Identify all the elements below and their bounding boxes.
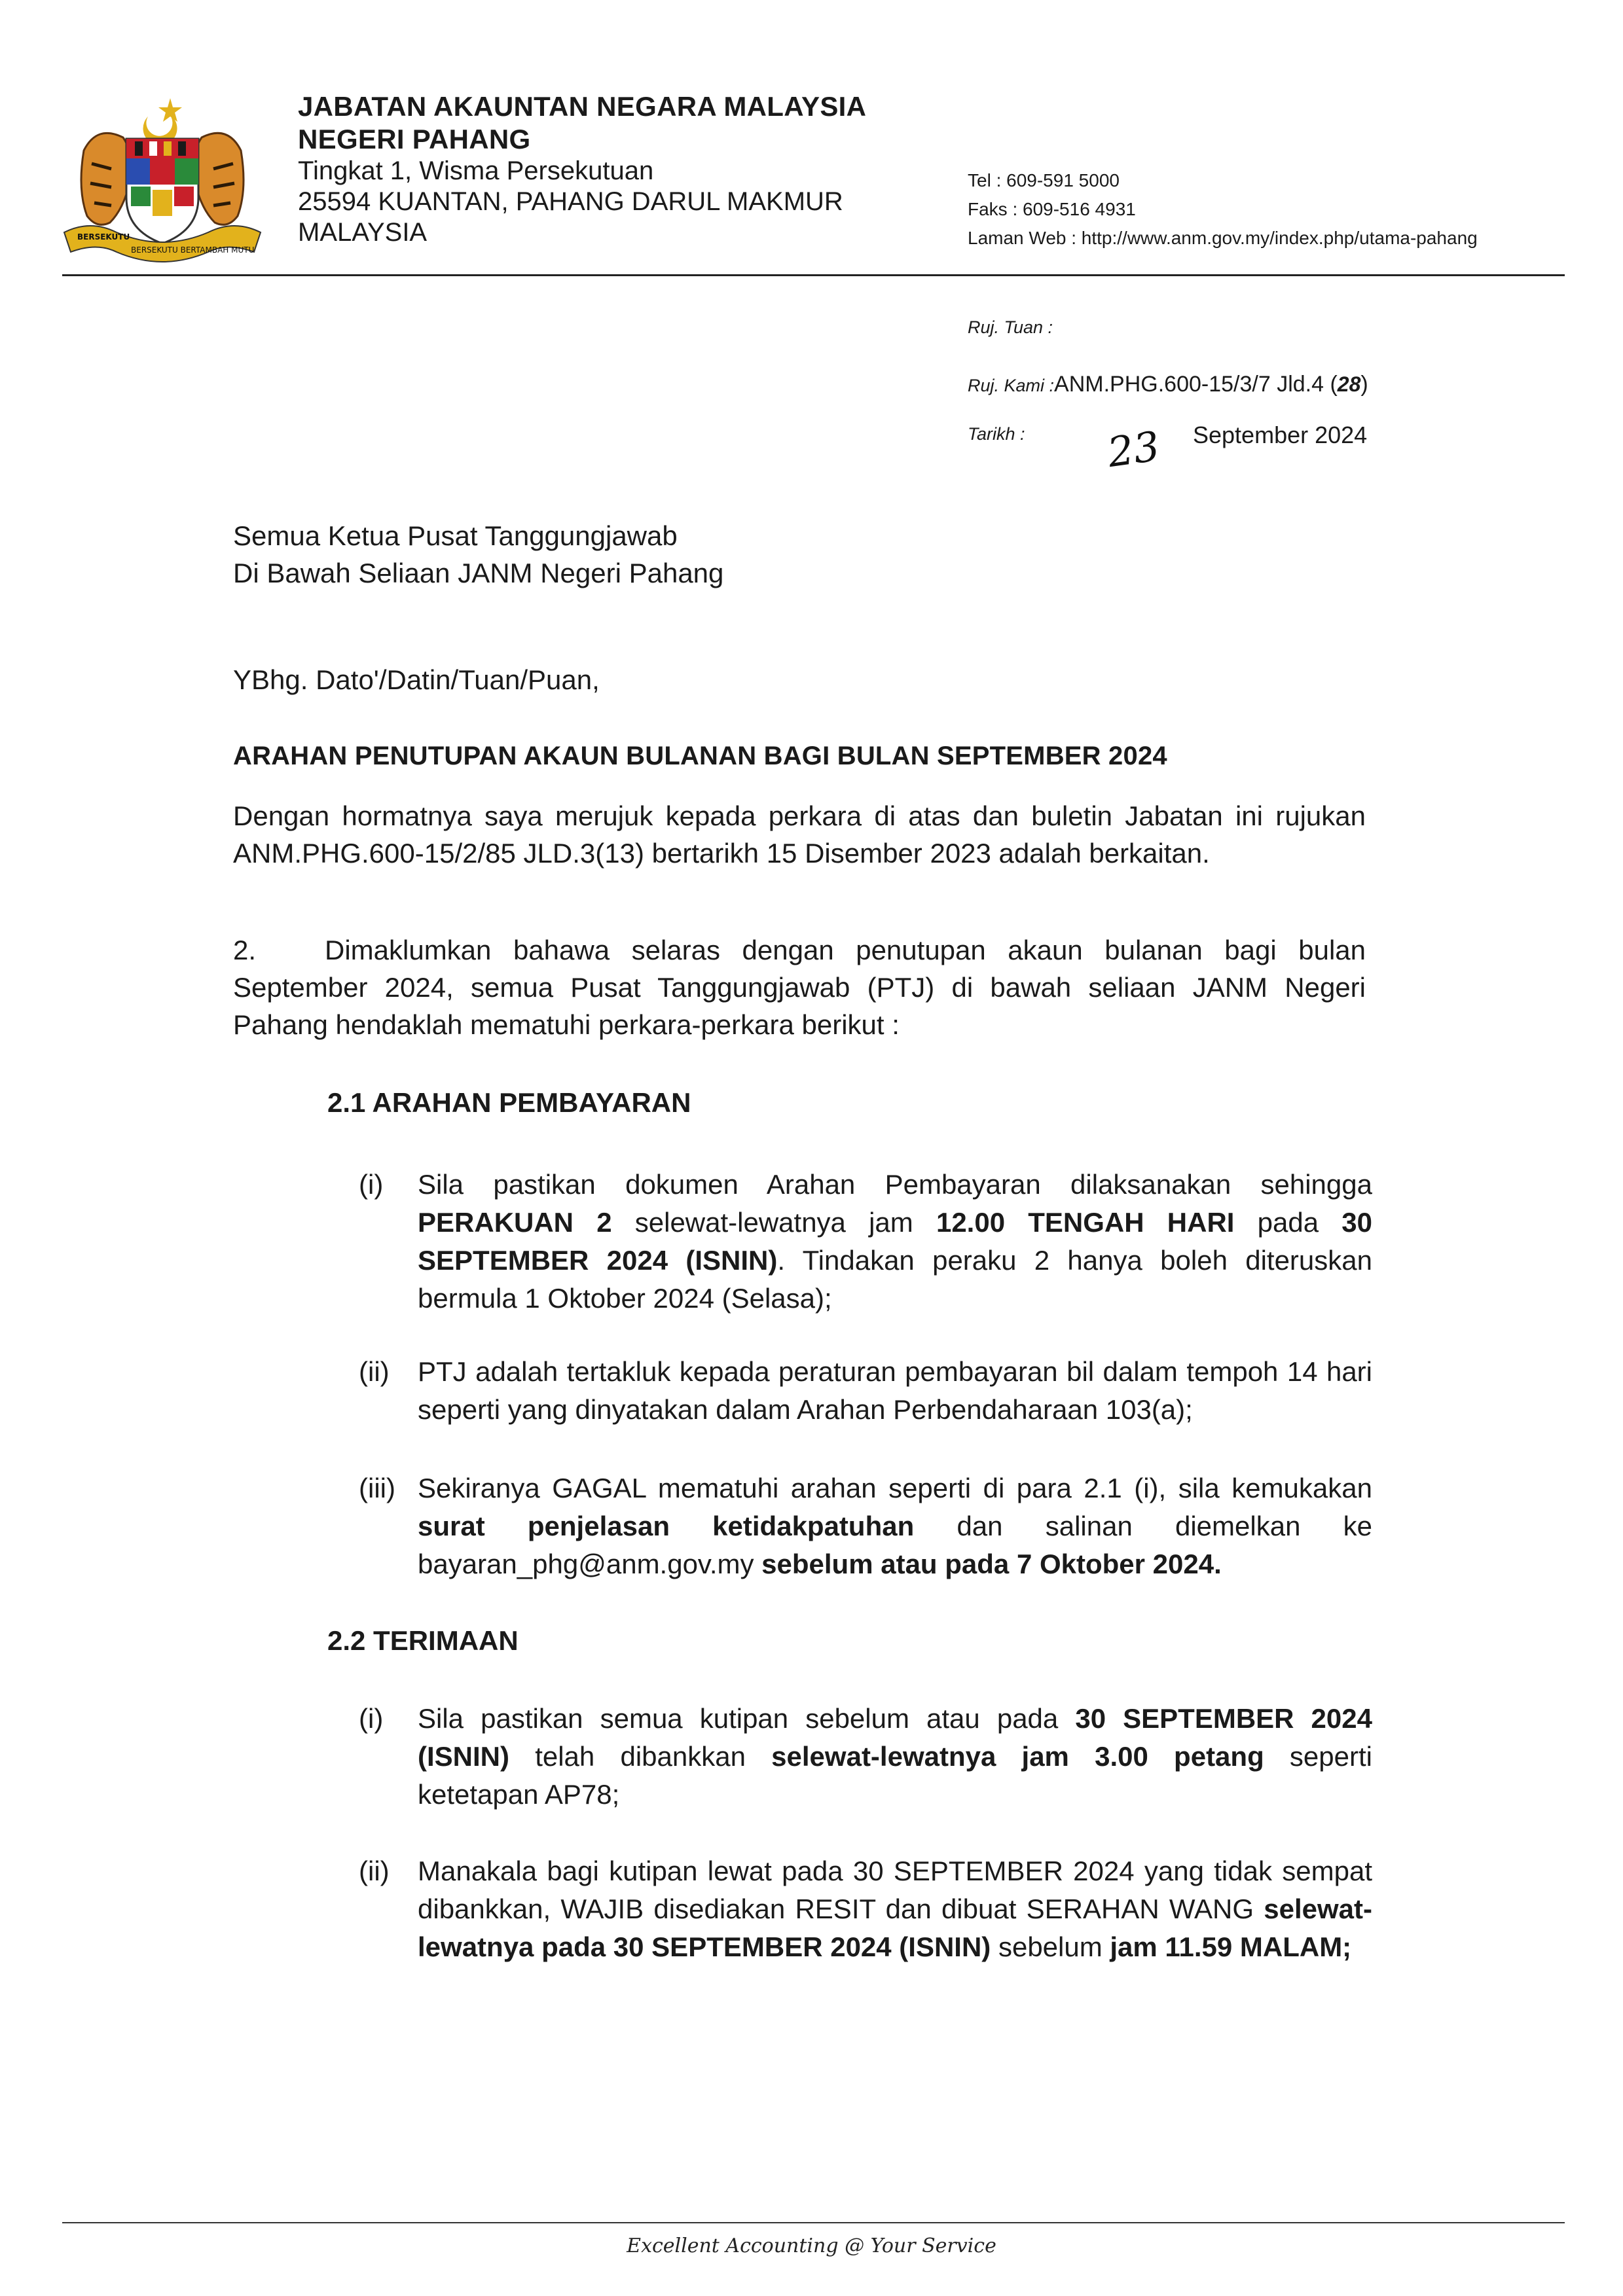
list-item-marker: (i) bbox=[359, 1703, 384, 1734]
address-line3: MALAYSIA bbox=[298, 218, 428, 247]
list-item bbox=[359, 1353, 1372, 1429]
tarikh-value: September 2024 bbox=[1193, 422, 1368, 448]
tarikh-handwritten-day: 23 bbox=[1104, 422, 1163, 477]
website-text: Laman Web : http://www.anm.gov.my/index.php/utama-pahang bbox=[968, 228, 1478, 248]
paragraph-1: Dengan hormatnya saya merujuk kepada perkara di atas dan buletin Jabatan ini rujukan ANM.PHG.600-15/2/85 JLD.3(13) bertarikh 15 Disember 2023 adalah berkaitan. bbox=[233, 800, 1366, 869]
org-name-line1: JABATAN AKAUNTAN NEGARA MALAYSIA bbox=[298, 91, 867, 122]
address-line1: Tingkat 1, Wisma Persekutuan bbox=[298, 156, 654, 185]
section-2-1-heading: 2.1 ARAHAN PEMBAYARAN bbox=[327, 1087, 691, 1118]
paragraph-2 bbox=[233, 931, 1366, 1043]
telephone-text: Tel : 609-591 5000 bbox=[968, 170, 1120, 190]
section-2-2-heading: 2.2 TERIMAAN bbox=[327, 1625, 519, 1656]
ref-kami-value: ANM.PHG.600-15/3/7 Jld.4 ( bbox=[1054, 372, 1338, 397]
crest-ribbon-left-text: BERSEKUTU bbox=[77, 232, 130, 242]
list-item bbox=[359, 1700, 1372, 1814]
ref-kami-label: Ruj. Kami : bbox=[968, 376, 1055, 395]
recipient-block bbox=[233, 517, 723, 592]
ref-kami bbox=[968, 372, 1368, 397]
paragraph-2-text: Dimaklumkan bahawa selaras dengan penutupan akaun bulanan bagi bulan September 2024, semua Pusat Tanggungjawab (PTJ) di bawah seliaan JANM Negeri Pahang hendaklah mematuhi perkara-perkara berikut : bbox=[233, 935, 1366, 1040]
recipient-line1: Semua Ketua Pusat Tanggungjawab bbox=[233, 520, 678, 551]
paragraph-2-number: 2. bbox=[233, 935, 257, 965]
footer-divider bbox=[62, 2222, 1565, 2223]
list-item bbox=[359, 1852, 1372, 1966]
crest-ribbon-motto-text: BERSEKUTU BERTAMBAH MUTU bbox=[131, 245, 255, 255]
address-line2: 25594 KUANTAN, PAHANG DARUL MAKMUR bbox=[298, 187, 843, 216]
header-divider bbox=[62, 274, 1565, 276]
ref-tuan-label: Ruj. Tuan : bbox=[968, 317, 1053, 337]
footer-motto: Excellent Accounting @ Your Service bbox=[627, 2234, 996, 2257]
ref-kami-handwritten-number: 28 bbox=[1337, 372, 1361, 396]
salutation: YBhg. Dato'/Datin/Tuan/Puan, bbox=[233, 664, 600, 695]
fax-text: Faks : 609-516 4931 bbox=[968, 199, 1136, 219]
list-item-text: Sila pastikan dokumen Arahan Pembayaran dilaksanakan sehingga PERAKUAN 2 selewat-lewatnya jam 12.00 TENGAH HARI pada 30 SEPTEMBER 2024 (ISNIN). Tindakan peraku 2 hanya boleh diteruskan bermula 1 Oktober 2024 (Selasa); bbox=[418, 1169, 1372, 1314]
ref-kami-close: ) bbox=[1360, 372, 1368, 397]
org-name-line2: NEGERI PAHANG bbox=[298, 124, 531, 154]
tarikh-label: Tarikh : bbox=[968, 424, 1025, 444]
letter-title: ARAHAN PENUTUPAN AKAUN BULANAN BAGI BULAN SEPTEMBER 2024 bbox=[233, 742, 1167, 770]
list-item bbox=[359, 1469, 1372, 1583]
list-item-marker: (ii) bbox=[359, 1856, 390, 1886]
list-item-text: PTJ adalah tertakluk kepada peraturan pembayaran bil dalam tempoh 14 hari seperti yang dinyatakan dalam Arahan Perbendaharaan 103(a); bbox=[418, 1356, 1372, 1425]
recipient-line2: Di Bawah Seliaan JANM Negeri Pahang bbox=[233, 558, 724, 588]
list-item-text: Manakala bagi kutipan lewat pada 30 SEPTEMBER 2024 yang tidak sempat dibankkan, WAJIB disediakan RESIT dan dibuat SERAHAN WANG selewat-lewatnya pada 30 SEPTEMBER 2024 (ISNIN) sebelum jam 11.59 MALAM; bbox=[418, 1856, 1372, 1962]
list-item-text: Sekiranya GAGAL mematuhi arahan seperti di para 2.1 (i), sila kemukakan surat penjelasan ketidakpatuhan dan salinan diemelkan ke bayaran_phg@anm.gov.my sebelum atau pada 7 Oktober 2024. bbox=[418, 1473, 1372, 1579]
organisation-block bbox=[298, 90, 866, 248]
list-item-marker: (ii) bbox=[359, 1356, 390, 1387]
list-item-text: Sila pastikan semua kutipan sebelum atau pada 30 SEPTEMBER 2024 (ISNIN) telah dibankkan selewat-lewatnya jam 3.00 petang seperti ketetapan AP78; bbox=[418, 1703, 1372, 1810]
ref-tuan bbox=[968, 317, 1053, 338]
coat-of-arms-logo bbox=[58, 92, 267, 275]
list-item-marker: (i) bbox=[359, 1169, 384, 1200]
list-item bbox=[359, 1166, 1372, 1318]
list-item-marker: (iii) bbox=[359, 1473, 395, 1503]
contact-block bbox=[968, 166, 1478, 253]
ref-tarikh bbox=[968, 424, 1025, 444]
